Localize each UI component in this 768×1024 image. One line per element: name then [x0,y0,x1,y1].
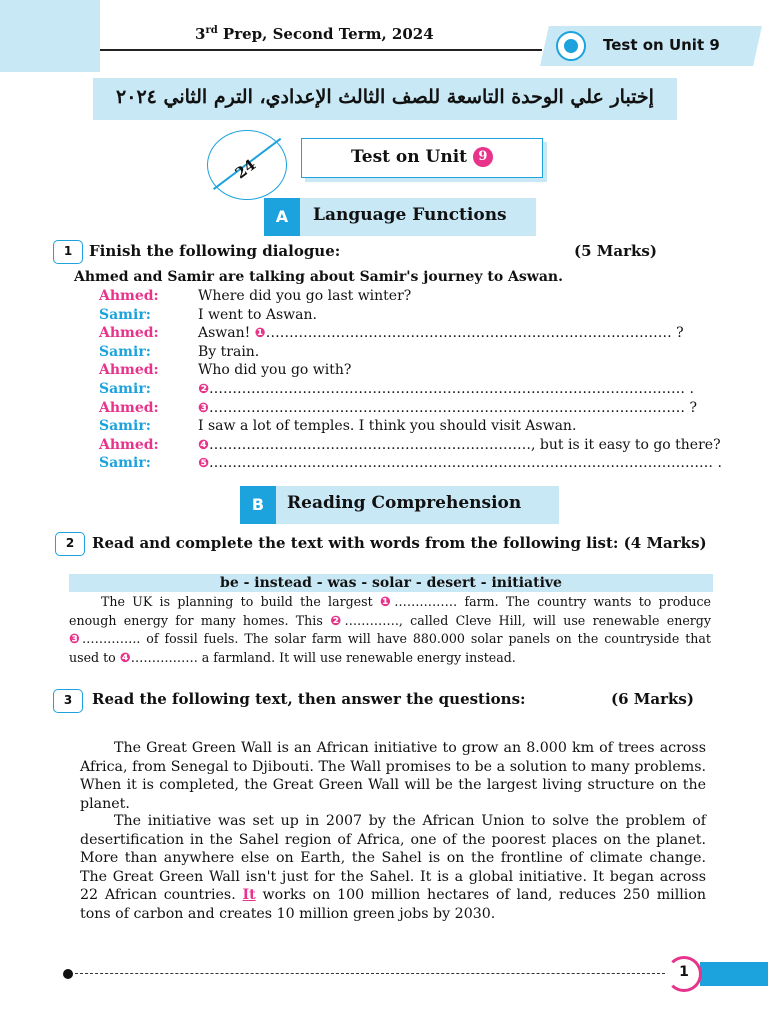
blank-number-1: ❶ [379,595,395,610]
section-a-letter: A [264,198,300,236]
highlighted-word-it: It [242,887,256,903]
dialogue-speaker: Samir: [99,418,151,435]
dialogue-prefix: Aswan! [198,325,255,342]
footer-dot [63,969,73,979]
blank-number: ❹ [198,437,210,453]
dialogue-text: I went to Aswan. [198,306,317,323]
blank-number: ❸ [198,400,210,416]
header-title: 3rd Prep, Second Term, 2024 [195,25,434,43]
question-2-number: 2 [55,532,85,556]
corner-decoration [0,0,100,72]
page-number: 1 [679,964,689,980]
dialogue-line [198,288,411,304]
dialogue-text: Who did you go with? [198,362,352,379]
blank-number-4: ❹ [119,650,131,666]
reading-paragraph-1: The Great Green Wall is an African initiative to grow an 8.000 km of trees across Africa, from Senegal to Djibouti. The Wall promises to be a solution to many problems. When it is completed, the Great Green Wall will be the largest living structure on the planet. [80,740,706,812]
question-3-marks: (6 Marks) [611,690,694,708]
dialogue-intro: Ahmed and Samir are talking about Samir's journey to Aswan. [74,269,563,285]
dialogue-line [198,325,684,341]
dialogue-speaker: Samir: [99,306,151,323]
total-score: 24 [231,155,260,183]
footer-dashed-line [70,973,670,974]
blank-number: ❺ [198,456,210,472]
footer-bar [700,962,768,986]
dialogue-text: By train. [198,343,260,360]
question-1-number: 1 [53,240,83,264]
unit-label: Test on Unit 9 [603,36,720,54]
dialogue-text: ………………………………………………………………………………………… . [209,381,694,397]
dialogue-speaker: Ahmed: [99,288,159,304]
test-title: Test on Unit 9 [301,147,543,167]
dialogue-line [198,400,697,416]
blank-number-3: ❸ [69,632,82,647]
dialogue-speaker: Samir: [99,381,151,397]
dialogue-line [198,418,576,434]
question-3-number: 3 [53,689,83,713]
question-2-passage: The UK is planning to build the largest ❶…………… farm. The country wants to produce enough energy for many homes. This ❷…………., called Cleve Hill, will use renewable energy ❸………….. of fossil fuels. The solar farm will have 880.000 solar panels on the countryside that used to ❹……………. a farmland. It will use renewable energy instead. [69,594,711,666]
dialogue-speaker: Samir: [99,455,151,472]
dialogue-text: ………………………………………………………………………………………… ? [209,399,697,416]
unit-number-badge: 9 [473,147,493,167]
dialogue-text: …………………………………………………………………………… ? [265,325,684,342]
dialogue-line [198,362,351,378]
reading-paragraph-2: The initiative was set up in 2007 by the African Union to solve the problem of desertification in the Sahel region of Africa, one of the poorest places on the planet. More than anywhere else on Earth, the Sahel is on the frontline of climate change. The Great Green Wall isn't just for the Sahel. It is a global initiative. It began across 22 African countries. It works on 100 million hectares of land, reduces 250 million tons of carbon and creates 10 million green jobs by 2030. [80,813,707,922]
dialogue-text: I saw a lot of temples. I think you should visit Aswan. [198,418,577,435]
question-3-text: Read the following text, then answer the questions: [92,690,526,708]
word-list: be - instead - was - solar - desert - initiative [69,574,713,592]
question-1-marks: (5 Marks) [574,242,657,260]
dialogue-speaker: Ahmed: [99,325,159,342]
blank-number: ❶ [254,326,266,342]
section-b-title: Reading Comprehension [287,493,522,513]
arabic-title: إختبار علي الوحدة التاسعة للصف الثالث الإعدادي، الترم الثاني ٢٠٢٤ [116,86,654,108]
target-icon [556,31,586,61]
blank-number-2: ❷ [330,613,345,629]
header-rule [100,49,542,51]
dialogue-line [198,437,721,453]
dialogue-line [198,307,317,323]
dialogue-line [198,381,694,397]
question-1-text: Finish the following dialogue: [89,242,341,260]
dialogue-speaker: Ahmed: [99,362,159,379]
section-a-title: Language Functions [313,205,507,225]
dialogue-text: ……………………………………………………………, but is it easy to go there? [209,436,721,453]
blank-number: ❷ [198,382,210,397]
dialogue-speaker: Ahmed: [99,399,159,416]
dialogue-line [198,344,259,360]
dialogue-text: ……………………………………………………………………………………………… . [209,455,722,472]
section-b-letter: B [240,486,276,524]
dialogue-speaker: Samir: [99,343,151,360]
dialogue-line [198,455,722,471]
dialogue-speaker: Ahmed: [99,436,159,453]
question-2-text: Read and complete the text with words from the following list: (4 Marks) [92,534,707,552]
dialogue-text: Where did you go last winter? [198,288,412,304]
